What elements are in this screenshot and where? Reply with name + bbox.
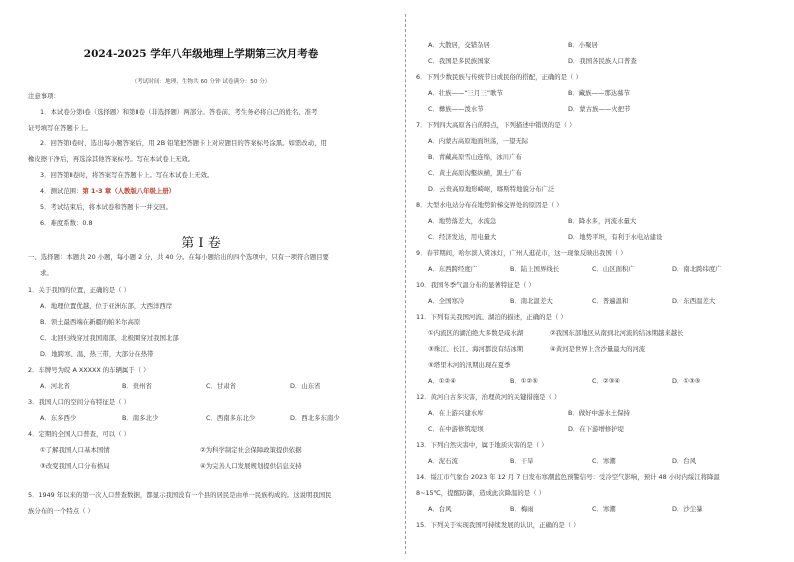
note-item-1a: 1．本试卷分第Ⅰ卷（选择题）和第Ⅱ卷（非选择题）两部分。答卷前，考生务必将自己的姓名、准考 bbox=[40, 108, 318, 116]
note-scope-prefix: 4．测试范围： bbox=[40, 187, 83, 195]
q6-option-c: C．彝族——泼水节 bbox=[428, 105, 484, 113]
note-item-2b: 橡皮擦干净后，再选涂其他答案标号。写在本试卷上无效。 bbox=[28, 155, 195, 163]
q4-stem: 4．定期的全国人口普查，可以（ ） bbox=[28, 430, 130, 438]
q11-option-b: B．①②⑤ bbox=[510, 377, 538, 385]
q12-option-a: A．在上游兴建水库 bbox=[428, 409, 484, 417]
q14-option-c: C．寒潮 bbox=[592, 505, 616, 513]
q7-option-a: A．内蒙古高原地面坦荡，一望无际 bbox=[428, 137, 529, 145]
q7-stem: 7．下列四大高原各自的特点，下列描述中错误的是（ ） bbox=[416, 121, 576, 129]
q12-option-d: D．在下游增修护堤 bbox=[568, 425, 625, 433]
q4-statement-3: ③改变我国人口分布格局 bbox=[40, 462, 110, 470]
q13-option-b: B．干旱 bbox=[510, 457, 534, 465]
q10-stem: 10．我国冬季气温分布的显著特征是（ ） bbox=[416, 281, 535, 289]
section-intro-2: 求。 bbox=[40, 269, 53, 277]
q2-option-c: C．甘肃省 bbox=[206, 382, 237, 390]
section-intro-1: 一、选择题：本题共 20 小题，每小题 2 分，共 40 分。在每小题给出的四个选项中，只有一项符合题目要 bbox=[28, 253, 329, 261]
q7-option-b: B．青藏高原雪山连绵，冰川广布 bbox=[428, 153, 522, 161]
q15-stem: 15．下列关于实现我国可持续发展的认识，正确的是（ ） bbox=[416, 521, 580, 529]
note-item-6: 6．难度系数：0.8 bbox=[40, 219, 93, 227]
q11-statement-4: ④黄河是世界上含沙量最大的河流 bbox=[550, 345, 646, 353]
q9-stem: 9．春节期间，哈尔滨人赏冰灯，广州人逛花市，这一现象反映出我国（ ） bbox=[416, 249, 627, 257]
q12-option-b: B．做好中游水土保持 bbox=[568, 409, 630, 417]
q3-option-a: A．东多西少 bbox=[40, 414, 77, 422]
exam-subtitle: （考试时间：地理、生物共 60 分钟 试卷满分：50 分） bbox=[131, 79, 271, 85]
q4-statement-2: ②为科学制定社会保障政策提供依据 bbox=[200, 446, 302, 454]
q8-option-b: B．降水多，河流水量大 bbox=[568, 217, 637, 225]
q14-option-b: B．梅雨 bbox=[510, 505, 534, 513]
q9-option-a: A．东西跨经度广 bbox=[428, 265, 478, 273]
q14-option-d: D．沙尘暴 bbox=[672, 505, 703, 513]
q1-option-c: C．北回归线穿过我国南部，北极圈穿过我国北部 bbox=[40, 334, 179, 342]
q8-option-d: D．地势平坦，有利于水电站建设 bbox=[568, 233, 663, 241]
q5-option-c: C．我国是多民族国家 bbox=[428, 57, 490, 65]
q3-option-c: C．西南多东北少 bbox=[206, 414, 256, 422]
q13-option-c: C．寒潮 bbox=[592, 457, 616, 465]
q6-option-b: B．藏族——那达慕节 bbox=[568, 89, 630, 97]
q1-option-b: B．领土最西端在新疆的帕米尔高原 bbox=[40, 318, 141, 326]
q11-statement-2: ②我国东部地区从南到北河流的结冰期越来越长 bbox=[550, 329, 684, 337]
q11-option-d: D．①③⑤ bbox=[672, 377, 701, 385]
q8-option-a: A．地势落差大，水流急 bbox=[428, 217, 497, 225]
q2-option-d: D．山东省 bbox=[290, 382, 321, 390]
q11-stem: 11．下列有关我国河流、湖泊的描述，正确的是（ ） bbox=[416, 313, 567, 321]
q13-option-d: D．台风 bbox=[672, 457, 697, 465]
q5-option-b: B．小聚居 bbox=[568, 41, 598, 49]
q10-option-a: A．全国寒冷 bbox=[428, 297, 465, 305]
q2-stem: 2．车牌号为皖 A XXXXX 的车辆属于（ ） bbox=[28, 366, 150, 374]
q11-option-c: C．②③④ bbox=[592, 377, 621, 385]
q10-option-d: D．东西温差大 bbox=[672, 297, 716, 305]
section-title: 第 Ⅰ 卷 bbox=[181, 236, 221, 251]
q8-stem: 8．大型水电站分布在地势阶梯交界处的原因是（ ） bbox=[416, 201, 563, 209]
q14-stem-line1: 14．绥江市气象台 2023 年 12 月 7 日发布寒潮蓝色预警信号：受冷空气影响，预计 48 小时内绥江将降温 bbox=[416, 473, 720, 481]
q4-statement-1: ①了解我国人口基本国情 bbox=[40, 446, 110, 454]
q4-statement-4: ④为完善人口发展规划提供信息支持 bbox=[200, 462, 302, 470]
q1-option-d: D．地跨寒、温、热三带，大部分在热带 bbox=[40, 350, 154, 358]
note-scope-value: 第 1-3 章（人教版八年级上册） bbox=[82, 187, 176, 195]
q13-stem: 13．下列自然灾害中，属于地质灾害的是（ ） bbox=[416, 441, 548, 449]
q7-option-c: C．黄土高原沟壑纵横，黑土广布 bbox=[428, 169, 522, 177]
note-item-5: 5．考试结束后，将本试卷和答题卡一并交回。 bbox=[40, 203, 172, 211]
q12-stem: 12．黄河自古多灾害，治理黄河的关键措施是（ ） bbox=[416, 393, 561, 401]
note-item-2a: 2．回答第Ⅰ卷时，选出每小题答案后，用 2B 铅笔把答题卡上对应题目的答案标号涂黑。如需改动，用 bbox=[40, 139, 327, 147]
q13-option-a: A．泥石流 bbox=[428, 457, 458, 465]
note-item-4 bbox=[40, 187, 175, 196]
q6-stem: 6．下列少数民族与传统节日或民俗的搭配，正确的是（ ） bbox=[416, 73, 582, 81]
q8-option-c: C．经济发达，用电量大 bbox=[428, 233, 497, 241]
q1-stem: 1．关于我国的位置，正确的是（ ） bbox=[28, 286, 130, 294]
q3-option-b: B．南多北少 bbox=[122, 414, 159, 422]
q1-option-a: A．地理位置优越，位于亚洲东部，大西洋西岸 bbox=[40, 302, 173, 310]
q12-option-c: C．在中游修筑堤坝 bbox=[428, 425, 484, 433]
q11-statement-3: ③珠江、长江、海河都没有结冰期 bbox=[428, 345, 524, 353]
q6-option-a: A．壮族——“三月三”歌节 bbox=[428, 89, 503, 97]
column-divider bbox=[405, 14, 406, 554]
q9-option-b: B．陆上国界线长 bbox=[510, 265, 560, 273]
q5-stem-line1: 5．1949 年以来的第一次人口普查数据，都显示我国没有一个县的居民是由单一民族构成的。这说明我国民 bbox=[28, 491, 332, 499]
q9-option-d: D．南北跨纬度广 bbox=[672, 265, 722, 273]
q14-stem-line2: 8~15℃，提醒防御，造成此次降温的是（ ） bbox=[416, 489, 546, 497]
q7-option-d: D．云贵高原地形崎岖，喀斯特地貌分布广泛 bbox=[428, 185, 555, 193]
q14-option-a: A．台风 bbox=[428, 505, 452, 513]
q5-option-d: D．我国各民族人口普查 bbox=[568, 57, 637, 65]
q11-statement-5: ⑤塔里木河的汛期出现在夏季 bbox=[428, 361, 511, 369]
q11-statement-1: ①内流区的湖泊绝大多数是咸水湖 bbox=[428, 329, 524, 337]
q5-option-a: A．大散居，交错杂居 bbox=[428, 41, 490, 49]
q3-stem: 3．我国人口的空间分布特征是（ ） bbox=[28, 398, 130, 406]
q10-option-c: C．普遍温和 bbox=[592, 297, 629, 305]
note-item-3: 3．回答第Ⅱ卷时，将答案写在答题卡上。写在本试卷上无效。 bbox=[40, 171, 214, 179]
notes-heading: 注意事项： bbox=[28, 92, 60, 100]
q2-option-b: B．贵州省 bbox=[122, 382, 152, 390]
exam-title: 2024-2025 学年八年级地理上学期第三次月考卷 bbox=[83, 48, 319, 60]
q11-option-a: A．①②④ bbox=[428, 377, 456, 385]
q9-option-c: C．山区面积广 bbox=[592, 265, 635, 273]
note-item-1b: 证号填写在答题卡上。 bbox=[28, 124, 92, 132]
q3-option-d: D．西北多东南少 bbox=[290, 414, 340, 422]
right-column bbox=[410, 0, 794, 562]
q2-option-a: A．河北省 bbox=[40, 382, 70, 390]
q10-option-b: B．南北温差大 bbox=[510, 297, 553, 305]
q5-stem-line2: 族分布的一个特点（ ） bbox=[28, 507, 94, 515]
q6-option-d: D．蒙古族——火把节 bbox=[568, 105, 631, 113]
